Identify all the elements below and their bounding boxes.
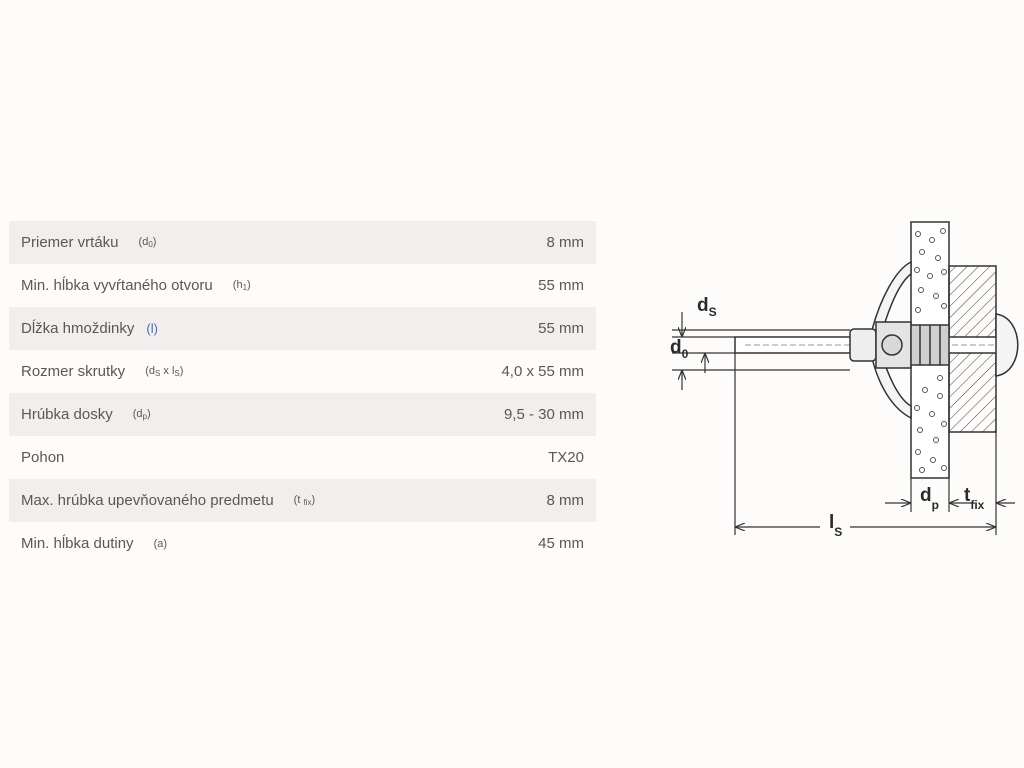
spec-symbol: $(d_p)$ xyxy=(132,408,151,421)
spec-value: 9,5 - 30 mm xyxy=(503,406,584,423)
spec-value: 45 mm xyxy=(538,535,584,552)
spec-value: 55 mm xyxy=(538,277,584,294)
spec-label: Dĺžka hmoždinky xyxy=(21,320,135,337)
spec-value: TX20 xyxy=(548,449,584,466)
spec-value: 8 mm xyxy=(546,234,584,251)
spec-label: Rozmer skrutky xyxy=(21,363,126,380)
spec-label: Max. hrúbka upevňovaného predmetu xyxy=(21,492,274,509)
spec-label: Min. hĺbka dutiny xyxy=(21,535,134,552)
anchor-body xyxy=(850,322,949,368)
spec-symbol: (l) xyxy=(146,321,158,336)
spec-value: 55 mm xyxy=(538,320,584,337)
spec-value: 4,0 x 55 mm xyxy=(501,363,584,380)
spec-symbol: (t $_{fix}$) xyxy=(293,494,316,507)
spec-value: 8 mm xyxy=(546,492,584,509)
spec-symbol: (a) xyxy=(153,537,168,550)
spec-symbol: ($d_S$ x $l_S$) xyxy=(145,365,184,378)
spec-label: Min. hĺbka vyvŕtaného otvoru xyxy=(21,277,213,294)
spec-symbol: $(d_0)$ xyxy=(138,236,157,249)
spec-label: Priemer vrtáku xyxy=(21,234,119,251)
label-dp: $d_p$ xyxy=(920,485,939,512)
spec-label: Hrúbka dosky xyxy=(21,406,113,423)
spec-symbol: $(h_1)$ xyxy=(232,279,251,292)
spec-label: Pohon xyxy=(21,449,65,466)
label-tfix: $t_{fix}$ xyxy=(964,485,985,512)
label-d0: $d_0$ xyxy=(670,337,689,361)
label-ls: $l_S$ xyxy=(829,512,843,539)
label-ds: $d_S$ xyxy=(697,295,717,319)
